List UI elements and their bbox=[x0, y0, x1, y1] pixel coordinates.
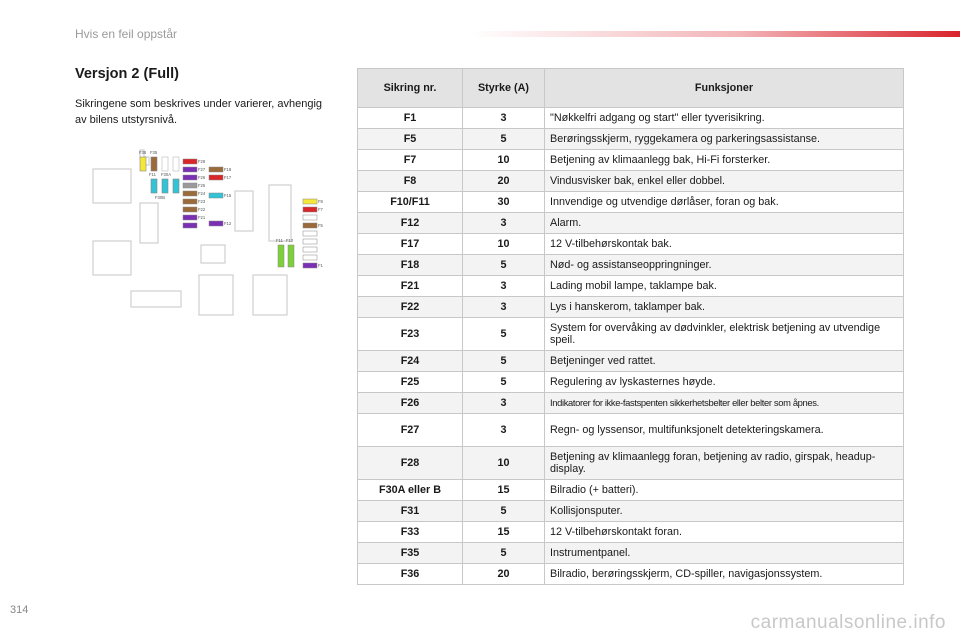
cell-amp: 3 bbox=[463, 297, 545, 318]
table-row bbox=[358, 522, 904, 543]
fuse-f11-green bbox=[278, 245, 284, 267]
table-row bbox=[358, 297, 904, 318]
table-row bbox=[358, 276, 904, 297]
cell-fuse: F24 bbox=[358, 351, 463, 372]
cell-func: Regn- og lyssensor, multifunksjonelt detekteringskamera. bbox=[545, 414, 904, 447]
table-row bbox=[358, 150, 904, 171]
cell-func: Bilradio, berøringsskjerm, CD-spiller, navigasjonssystem. bbox=[545, 564, 904, 585]
cell-func: Bilradio (+ batteri). bbox=[545, 480, 904, 501]
intro-text: Sikringene som beskrives under varierer, avhengig av bilens utstyrsnivå. bbox=[75, 98, 323, 126]
label-f12: F12 bbox=[224, 221, 232, 226]
table-row bbox=[358, 213, 904, 234]
cell-fuse: F31 bbox=[358, 501, 463, 522]
label-f7: F7 bbox=[318, 207, 323, 212]
label-f11-green: F11 bbox=[276, 238, 283, 243]
table-row bbox=[358, 414, 904, 447]
fuse-f10-green bbox=[288, 245, 294, 267]
cell-func: Betjeninger ved rattet. bbox=[545, 351, 904, 372]
cell-fuse: F21 bbox=[358, 276, 463, 297]
header-func: Funksjoner bbox=[545, 69, 904, 108]
label-f24: F24 bbox=[198, 191, 206, 196]
cell-fuse: F18 bbox=[358, 255, 463, 276]
cell-amp: 10 bbox=[463, 234, 545, 255]
label-f30b: F30B bbox=[155, 195, 166, 200]
cell-amp: 5 bbox=[463, 501, 545, 522]
page-number: 314 bbox=[10, 604, 29, 616]
cell-fuse: F23 bbox=[358, 318, 463, 351]
cell-amp: 10 bbox=[463, 150, 545, 171]
label-f26: F26 bbox=[198, 175, 206, 180]
table-row bbox=[358, 192, 904, 213]
cell-func: "Nøkkelfri adgang og start" eller tyverisikring. bbox=[545, 108, 904, 129]
label-f25: F25 bbox=[198, 183, 206, 188]
label-f10: F10 bbox=[286, 238, 294, 243]
cell-amp: 5 bbox=[463, 255, 545, 276]
cell-func: Nød- og assistanseoppringninger. bbox=[545, 255, 904, 276]
cell-func: Vindusvisker bak, enkel eller dobbel. bbox=[545, 171, 904, 192]
cell-fuse: F22 bbox=[358, 297, 463, 318]
cell-func: 12 V-tilbehørskontakt foran. bbox=[545, 522, 904, 543]
table-row bbox=[358, 351, 904, 372]
label-f11: F11 bbox=[149, 172, 156, 177]
label-f17: F17 bbox=[224, 175, 232, 180]
cell-amp: 5 bbox=[463, 318, 545, 351]
cell-fuse: F35 bbox=[358, 543, 463, 564]
table-row bbox=[358, 543, 904, 564]
cell-amp: 20 bbox=[463, 171, 545, 192]
cell-fuse: F5 bbox=[358, 129, 463, 150]
cell-amp: 3 bbox=[463, 276, 545, 297]
cell-func: 12 V-tilbehørskontak bak. bbox=[545, 234, 904, 255]
cell-fuse: F8 bbox=[358, 171, 463, 192]
cell-fuse: F17 bbox=[358, 234, 463, 255]
table-row bbox=[358, 171, 904, 192]
fuse-f11-cyan bbox=[151, 179, 157, 193]
cell-amp: 5 bbox=[463, 351, 545, 372]
table-row bbox=[358, 393, 904, 414]
label-f30a: F30A bbox=[161, 172, 172, 177]
cell-fuse: F10/F11 bbox=[358, 192, 463, 213]
table-row bbox=[358, 255, 904, 276]
fuse-f36 bbox=[140, 157, 146, 171]
cell-amp: 3 bbox=[463, 393, 545, 414]
cell-func: Kollisjonsputer. bbox=[545, 501, 904, 522]
header-amp: Styrke (A) bbox=[463, 69, 545, 108]
cell-func: System for overvåking av dødvinkler, elektrisk betjening av utvendige speil. bbox=[545, 318, 904, 351]
cell-amp: 3 bbox=[463, 414, 545, 447]
fuse-f30a bbox=[162, 179, 168, 193]
label-f22: F22 bbox=[198, 207, 206, 212]
cell-fuse: F30A eller B bbox=[358, 480, 463, 501]
table-row bbox=[358, 480, 904, 501]
cell-fuse: F36 bbox=[358, 564, 463, 585]
table-row bbox=[358, 129, 904, 150]
cell-fuse: F1 bbox=[358, 108, 463, 129]
cell-func: Indikatorer for ikke-fastspenten sikkerhetsbelter eller belter som åpnes. bbox=[545, 393, 904, 414]
cell-fuse: F26 bbox=[358, 393, 463, 414]
cell-func: Lys i hanskerom, taklamper bak. bbox=[545, 297, 904, 318]
cell-amp: 20 bbox=[463, 564, 545, 585]
cell-amp: 5 bbox=[463, 372, 545, 393]
cell-func: Regulering av lyskasternes høyde. bbox=[545, 372, 904, 393]
fuse-table bbox=[357, 68, 904, 585]
header-fuse: Sikring nr. bbox=[358, 69, 463, 108]
table-header-row bbox=[358, 69, 904, 108]
cell-func: Berøringsskjerm, ryggekamera og parkeringsassistanse. bbox=[545, 129, 904, 150]
label-f36: F36 bbox=[139, 150, 147, 155]
section-title: Versjon 2 (Full) bbox=[75, 66, 179, 82]
table-row bbox=[358, 372, 904, 393]
table-row bbox=[358, 318, 904, 351]
fuse-box-diagram bbox=[85, 145, 335, 320]
cell-amp: 10 bbox=[463, 447, 545, 480]
table-row bbox=[358, 501, 904, 522]
cell-amp: 3 bbox=[463, 108, 545, 129]
cell-amp: 15 bbox=[463, 480, 545, 501]
table-row bbox=[358, 564, 904, 585]
cell-amp: 15 bbox=[463, 522, 545, 543]
label-f5: F5 bbox=[318, 223, 323, 228]
cell-fuse: F33 bbox=[358, 522, 463, 543]
cell-func: Alarm. bbox=[545, 213, 904, 234]
label-f18: F18 bbox=[224, 167, 232, 172]
header-title: Hvis en feil oppstår bbox=[75, 27, 178, 41]
table-row bbox=[358, 108, 904, 129]
cell-fuse: F28 bbox=[358, 447, 463, 480]
label-f35: F35 bbox=[150, 150, 158, 155]
cell-func: Betjening av klimaanlegg bak, Hi-Fi forsterker. bbox=[545, 150, 904, 171]
label-f21: F21 bbox=[198, 215, 206, 220]
fuse-f35 bbox=[151, 157, 157, 171]
table-row bbox=[358, 447, 904, 480]
label-f23: F23 bbox=[198, 199, 206, 204]
header-accent-bar bbox=[470, 31, 960, 37]
cell-amp: 3 bbox=[463, 213, 545, 234]
label-f28: F28 bbox=[198, 159, 206, 164]
cell-fuse: F7 bbox=[358, 150, 463, 171]
label-f1: F1 bbox=[318, 263, 323, 268]
cell-func: Instrumentpanel. bbox=[545, 543, 904, 564]
watermark: carmanualsonline.info bbox=[750, 612, 946, 633]
label-f27: F27 bbox=[198, 167, 206, 172]
cell-fuse: F27 bbox=[358, 414, 463, 447]
label-f15: F15 bbox=[224, 193, 232, 198]
cell-func: Lading mobil lampe, taklampe bak. bbox=[545, 276, 904, 297]
cell-amp: 5 bbox=[463, 543, 545, 564]
cell-func: Innvendige og utvendige dørlåser, foran og bak. bbox=[545, 192, 904, 213]
label-f8: F8 bbox=[318, 199, 323, 204]
cell-amp: 30 bbox=[463, 192, 545, 213]
cell-amp: 5 bbox=[463, 129, 545, 150]
cell-fuse: F25 bbox=[358, 372, 463, 393]
cell-fuse: F12 bbox=[358, 213, 463, 234]
cell-func: Betjening av klimaanlegg foran, betjening av radio, girspak, headup-display. bbox=[545, 447, 904, 480]
table-row bbox=[358, 234, 904, 255]
